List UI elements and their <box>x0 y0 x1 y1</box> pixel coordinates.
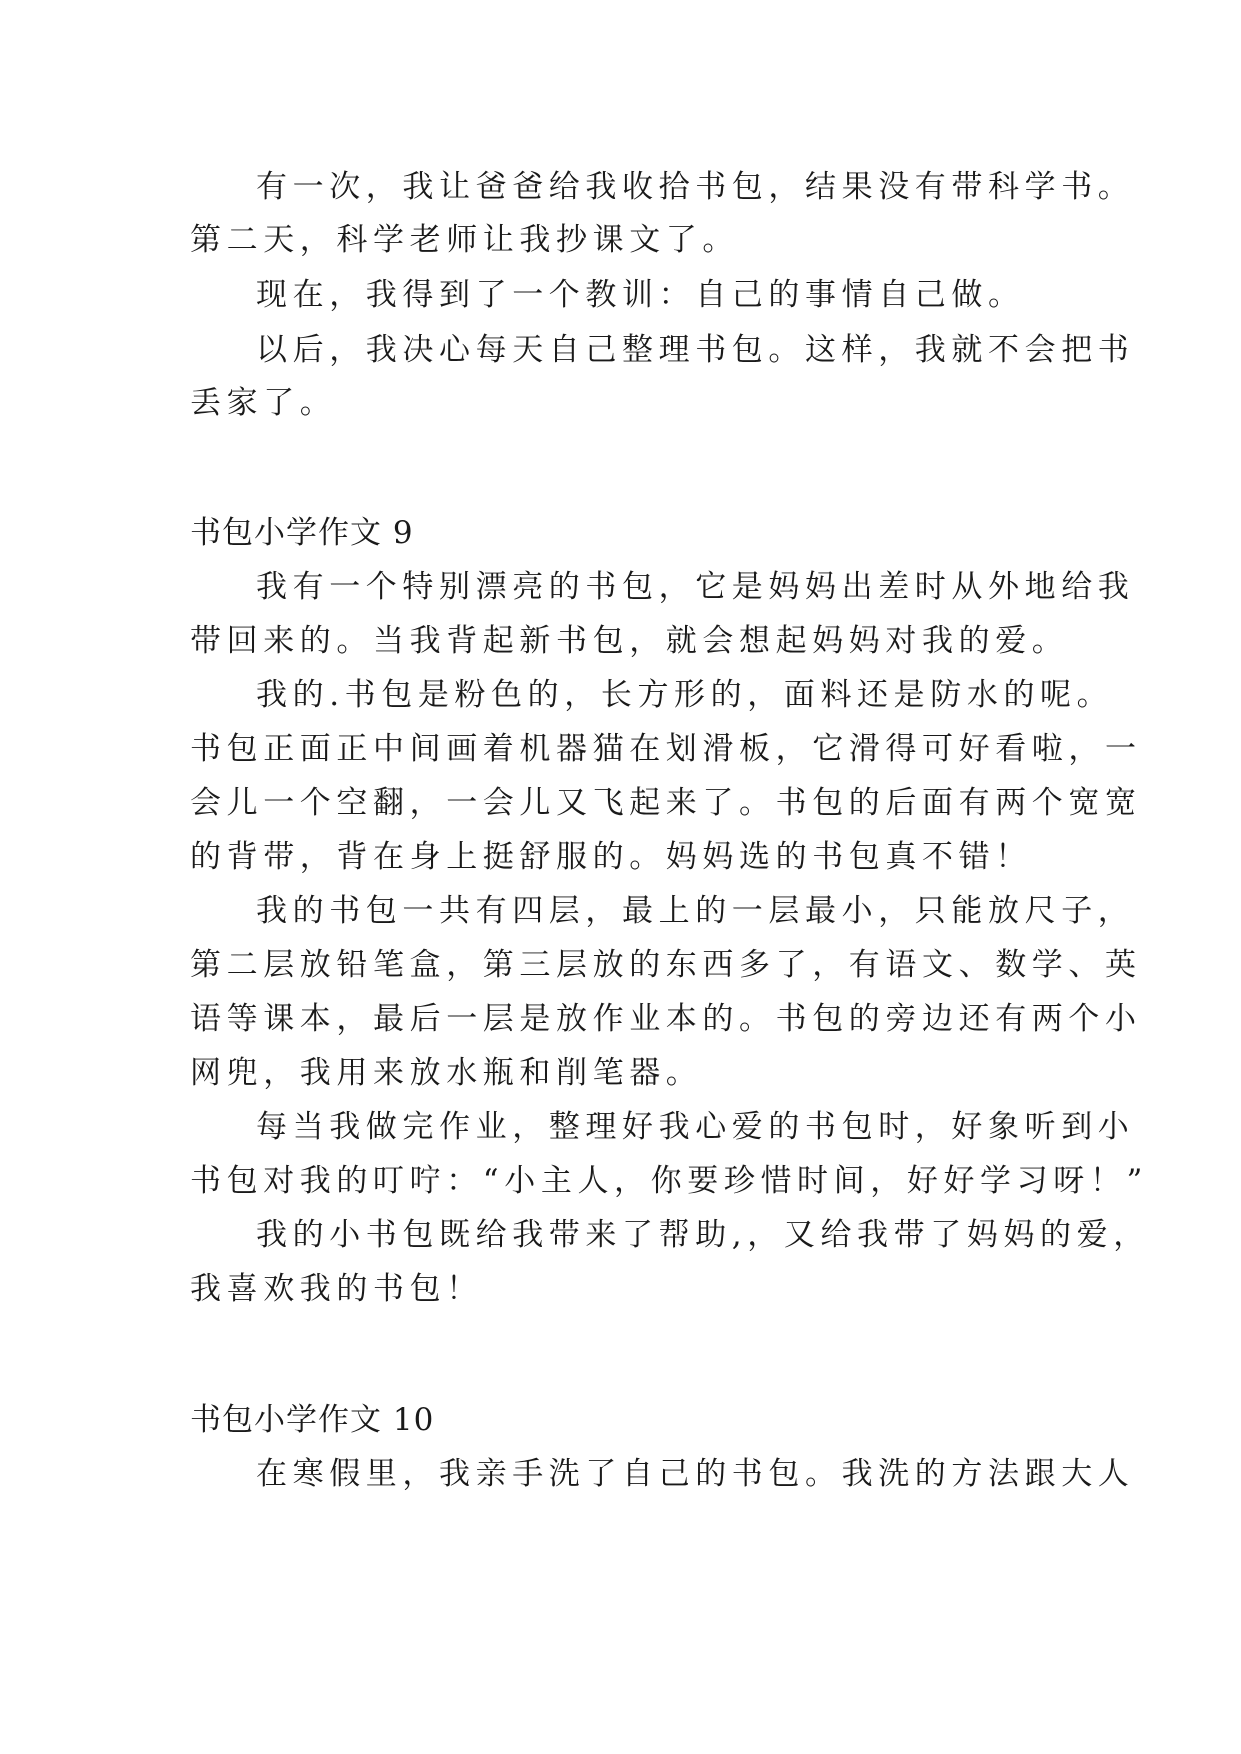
text-line: 书包对我的叮咛：“小主人，你要珍惜时间，好好学习呀！” <box>190 1163 1148 1199</box>
text-line: 带回来的。当我背起新书包，就会想起妈妈对我的爱。 <box>190 623 1069 659</box>
text-line: 会儿一个空翻，一会儿又飞起来了。书包的后面有两个宽宽 <box>190 785 1142 821</box>
section-heading: 书包小学作文 9 <box>190 515 414 551</box>
text-line: 的背带，背在身上挺舒服的。妈妈选的书包真不错！ <box>190 839 1032 875</box>
text-line: 每当我做完作业，整理好我心爱的书包时，好象听到小 <box>256 1109 1135 1145</box>
text-line: 网兜，我用来放水瓶和削笔器。 <box>190 1055 703 1091</box>
text-line: 丢家了。 <box>190 385 337 421</box>
text-line: 我的小书包既给我带来了帮助,，又给我带了妈妈的爱， <box>256 1217 1150 1253</box>
text-line: 我的.书包是粉色的，长方形的，面料还是防水的呢。 <box>256 677 1114 713</box>
text-line: 我有一个特别漂亮的书包，它是妈妈出差时从外地给我 <box>256 569 1135 605</box>
text-line: 我的书包一共有四层，最上的一层最小，只能放尺子， <box>256 893 1135 929</box>
text-line: 语等课本，最后一层是放作业本的。书包的旁边还有两个小 <box>190 1001 1142 1037</box>
text-line: 以后，我决心每天自己整理书包。这样，我就不会把书 <box>256 332 1135 368</box>
text-line: 现在，我得到了一个教训：自己的事情自己做。 <box>256 277 1025 313</box>
text-line: 有一次，我让爸爸给我收拾书包，结果没有带科学书。 <box>256 169 1135 205</box>
text-line: 我喜欢我的书包！ <box>190 1271 483 1307</box>
section-heading: 书包小学作文 10 <box>190 1402 435 1438</box>
text-line: 书包正面正中间画着机器猫在划滑板，它滑得可好看啦，一 <box>190 731 1142 767</box>
text-line: 第二层放铅笔盒，第三层放的东西多了，有语文、数学、英 <box>190 947 1142 983</box>
text-line: 在寒假里，我亲手洗了自己的书包。我洗的方法跟大人 <box>256 1456 1135 1492</box>
text-line: 第二天，科学老师让我抄课文了。 <box>190 222 739 258</box>
